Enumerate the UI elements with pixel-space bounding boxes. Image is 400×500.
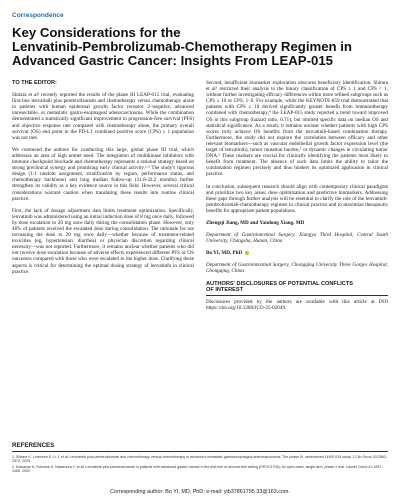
to-editor-heading: TO THE EDITOR: <box>12 80 57 86</box>
corresponding-author: Corresponding author: Bo YI, MD, PhD; e-mail: yib37861795 33@163.com. <box>110 489 290 495</box>
title-line: Lenvatinib-Pembrolizumab-Chemotherapy Regimen in <box>12 39 352 55</box>
disclosures-heading-line: AUTHORS' DISCLOSURES OF POTENTIAL CONFLICTS <box>206 280 353 287</box>
author-names: Zhengqi Jiang, MD and Yandong Xiang, MD <box>206 219 305 226</box>
disclosures-text[interactable]: Disclosures provided by the authors are available with this article at DOI https://doi.org/10.1200/JCO-25-02049. <box>206 299 388 312</box>
divider <box>12 451 388 452</box>
author-affiliation: Department of Gastrointestinal Surgery, Chongqing University Three Gorges Hospital, Chongqing, China <box>206 262 388 275</box>
body-paragraph: First, the lack of dosage adjustment data limits treatment optimization. Specifically, lenvatinib was administered using an initial induction dose of 8 mg once daily, followed by dose escalation to 20 mg once daily during the consolidation phase. However, only 46% of patients received the escalated dose during consolidation. The rationale for not increasing the dose to 20 mg once daily—whether because of treatment-related toxicities (eg, hypertension, diarrhea) or physician discretion regarding clinical necessity—was not reported. Furthermore, it remains unclear whether patients who did not receive dose escalation because of adverse effects experienced different PFS or OS outcomes compared with those who were escalated to the higher dose. Clarifying these aspects is critical for determining the optimal dosing strategy of lenvatinib in clinical practice. <box>12 207 194 275</box>
references-section <box>12 442 388 474</box>
left-column <box>12 80 194 281</box>
article-title <box>12 26 388 69</box>
divider <box>206 295 388 296</box>
right-column <box>206 80 388 318</box>
section-label: Correspondence <box>12 12 64 19</box>
body-paragraph: Second, insufficient biomarker exploration obscures beneficiary identification. Shitara et al¹ restricted their analysis to the binary classification of CPS ≥ 1 and CPS < 1, without further investigating efficacy differences within more refined subgroups such as CPS ≥ 10 or CPS, 1–9. For example, while the KEYNOTE-859 trial demonstrated that patients with CPS ≥ 10 derived significantly greater benefit from immunotherapy combined with chemotherapy,⁴ the LEAP-015 study reported a trend toward improved OS in this subgroup (hazard ratio, 0.71), but omitted specific data on median OS and statistical significance. As a result, it remains unclear whether patients with high CPS scores truly achieve OS benefits from the lenvatinib-based combination therapy. Furthermore, the study did not explore the correlation between efficacy and other relevant biomarkers—such as vascular endothelial growth factor expression level (the target of lenvatinib), tumor mutation burden,⁵ or dynamic changes in circulating tumor DNA.⁶ These markers are crucial for clinically identifying the patients most likely to benefit from treatment. The absence of such data limits the ability to tailor the combination regimen precisely and thus hinders its optimized application in clinical practice. <box>206 80 388 178</box>
orcid-icon[interactable] <box>245 251 249 255</box>
author-name: Bo YI, MD, PhD <box>206 250 388 256</box>
body-paragraph: In conclusion, subsequent research should align with contemporary clinical paradigms and prioritize two key areas: dose optimization and predictive biomarkers. Addressing these gaps through further analysis will be essential to clarify the role of the lenvatinib-pembrolizumab-chemotherapy regimen in clinical practice and to maximize therapeutic benefits for appropriate patient populations. <box>206 183 388 214</box>
reference-item: 1. Shitara K, Lorenzen S, Li J, et al: Lenvatinib plus pembrolizumab and chemotherapy versus chemotherapy in advanced metastatic gastroesophageal adenocarcinoma: The phase III, randomized LEAP-015 study. J Clin Oncol 43:2563-2574, 2025 <box>12 455 388 464</box>
references-heading: REFERENCES <box>12 442 55 449</box>
reference-item: 2. Kawazoe A, Fukuoka S, Nakamura Y, et al: Lenvatinib plus pembrolizumab in patients with advanced gastric cancer in the first-line or second-line setting (EPOC1706): An open-label, single-arm, phase 2 trial. Lancet Oncol 21:1057-1065, 2020 <box>12 464 383 473</box>
title-line: Key Considerations for the <box>12 25 181 40</box>
disclosures-heading <box>206 281 388 294</box>
disclosures-heading-line: OF INTEREST <box>206 286 243 293</box>
body-paragraph: Shitara et al¹ recently reported the results of the phase III LEAP-015 trial, evaluating first-line lenvatinib plus pembrolizumab and chemotherapy versus chemotherapy alone in patients with human epidermal growth factor receptor 2–negative, advanced unresectable, or metastatic gastro-esophageal adenocarcinoma. While the combination demonstrated a statistically significant improvement in progression-free survival (PFS) and objective response rate compared with chemotherapy alone, the primary overall survival (OS) end point in the PD-L1 combined positive score (CPS) ≥ 1 population was not met. <box>12 92 194 141</box>
body-paragraph: We commend the authors for conducting this large, global phase III trial, which addresses an area of high unmet need. The integration of multikinase inhibitors with immune checkpoint blockade and chemotherapy represents a rational strategy based on strong preclinical synergy and promising early clinical activity.²·³ The study's rigorous design (1:1 random assignment, stratification by region, performance status, and chemotherapy backbone) and long median follow-up (31.8-32.2 months) further strengthen its validity as a key evidence source in this field. However, several critical considerations warrant caution when translating these results into routine clinical practice. <box>12 146 194 202</box>
author-affiliation: Department of Gastrointestinal Surgery, Xiangya Third Hospital, Central South University, Changsha, Hunan, China <box>206 232 388 245</box>
title-line: Advanced Gastric Cancer: Insights From LEAP-015 <box>12 53 333 69</box>
